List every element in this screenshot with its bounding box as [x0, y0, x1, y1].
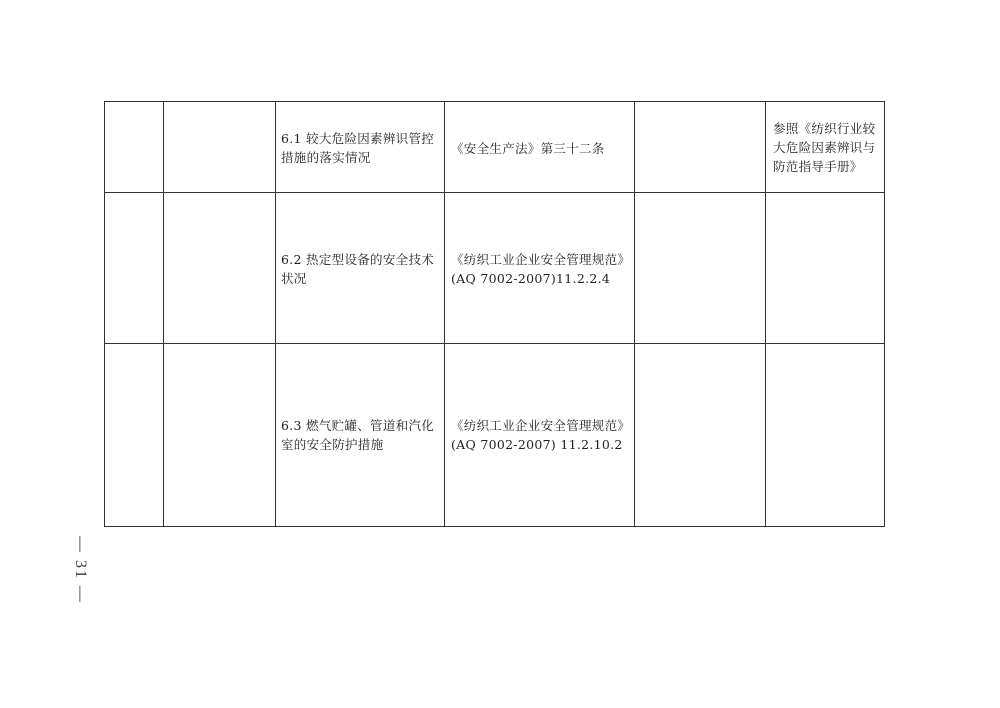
column-divider: [275, 102, 276, 526]
column-divider: [163, 102, 164, 526]
row-3-basis: 《纺织工业企业安全管理规范》(AQ 7002-2007) 11.2.10.2: [451, 418, 631, 452]
checklist-table: [104, 101, 885, 527]
column-divider: [765, 102, 766, 526]
row-1-item: 6.1 较大危险因素辨识管控措施的落实情况: [281, 131, 435, 165]
row-2-basis: 《纺织工业企业安全管理规范》(AQ 7002-2007)11.2.2.4: [451, 252, 631, 286]
row-divider: [105, 192, 884, 193]
row-2-item: 6.2 热定型设备的安全技术状况: [281, 252, 435, 286]
row-3-item: 6.3 燃气贮罐、管道和汽化室的安全防护措施: [281, 418, 435, 452]
column-divider: [444, 102, 445, 526]
row-1-basis: 《安全生产法》第三十二条: [451, 141, 605, 156]
row-divider: [105, 343, 884, 344]
page-number-text: — 31 —: [72, 536, 89, 604]
column-divider: [634, 102, 635, 526]
page-number: [60, 530, 100, 610]
row-1-remark: 参照《纺织行业较大危险因素辨识与防范指导手册》: [773, 121, 876, 174]
